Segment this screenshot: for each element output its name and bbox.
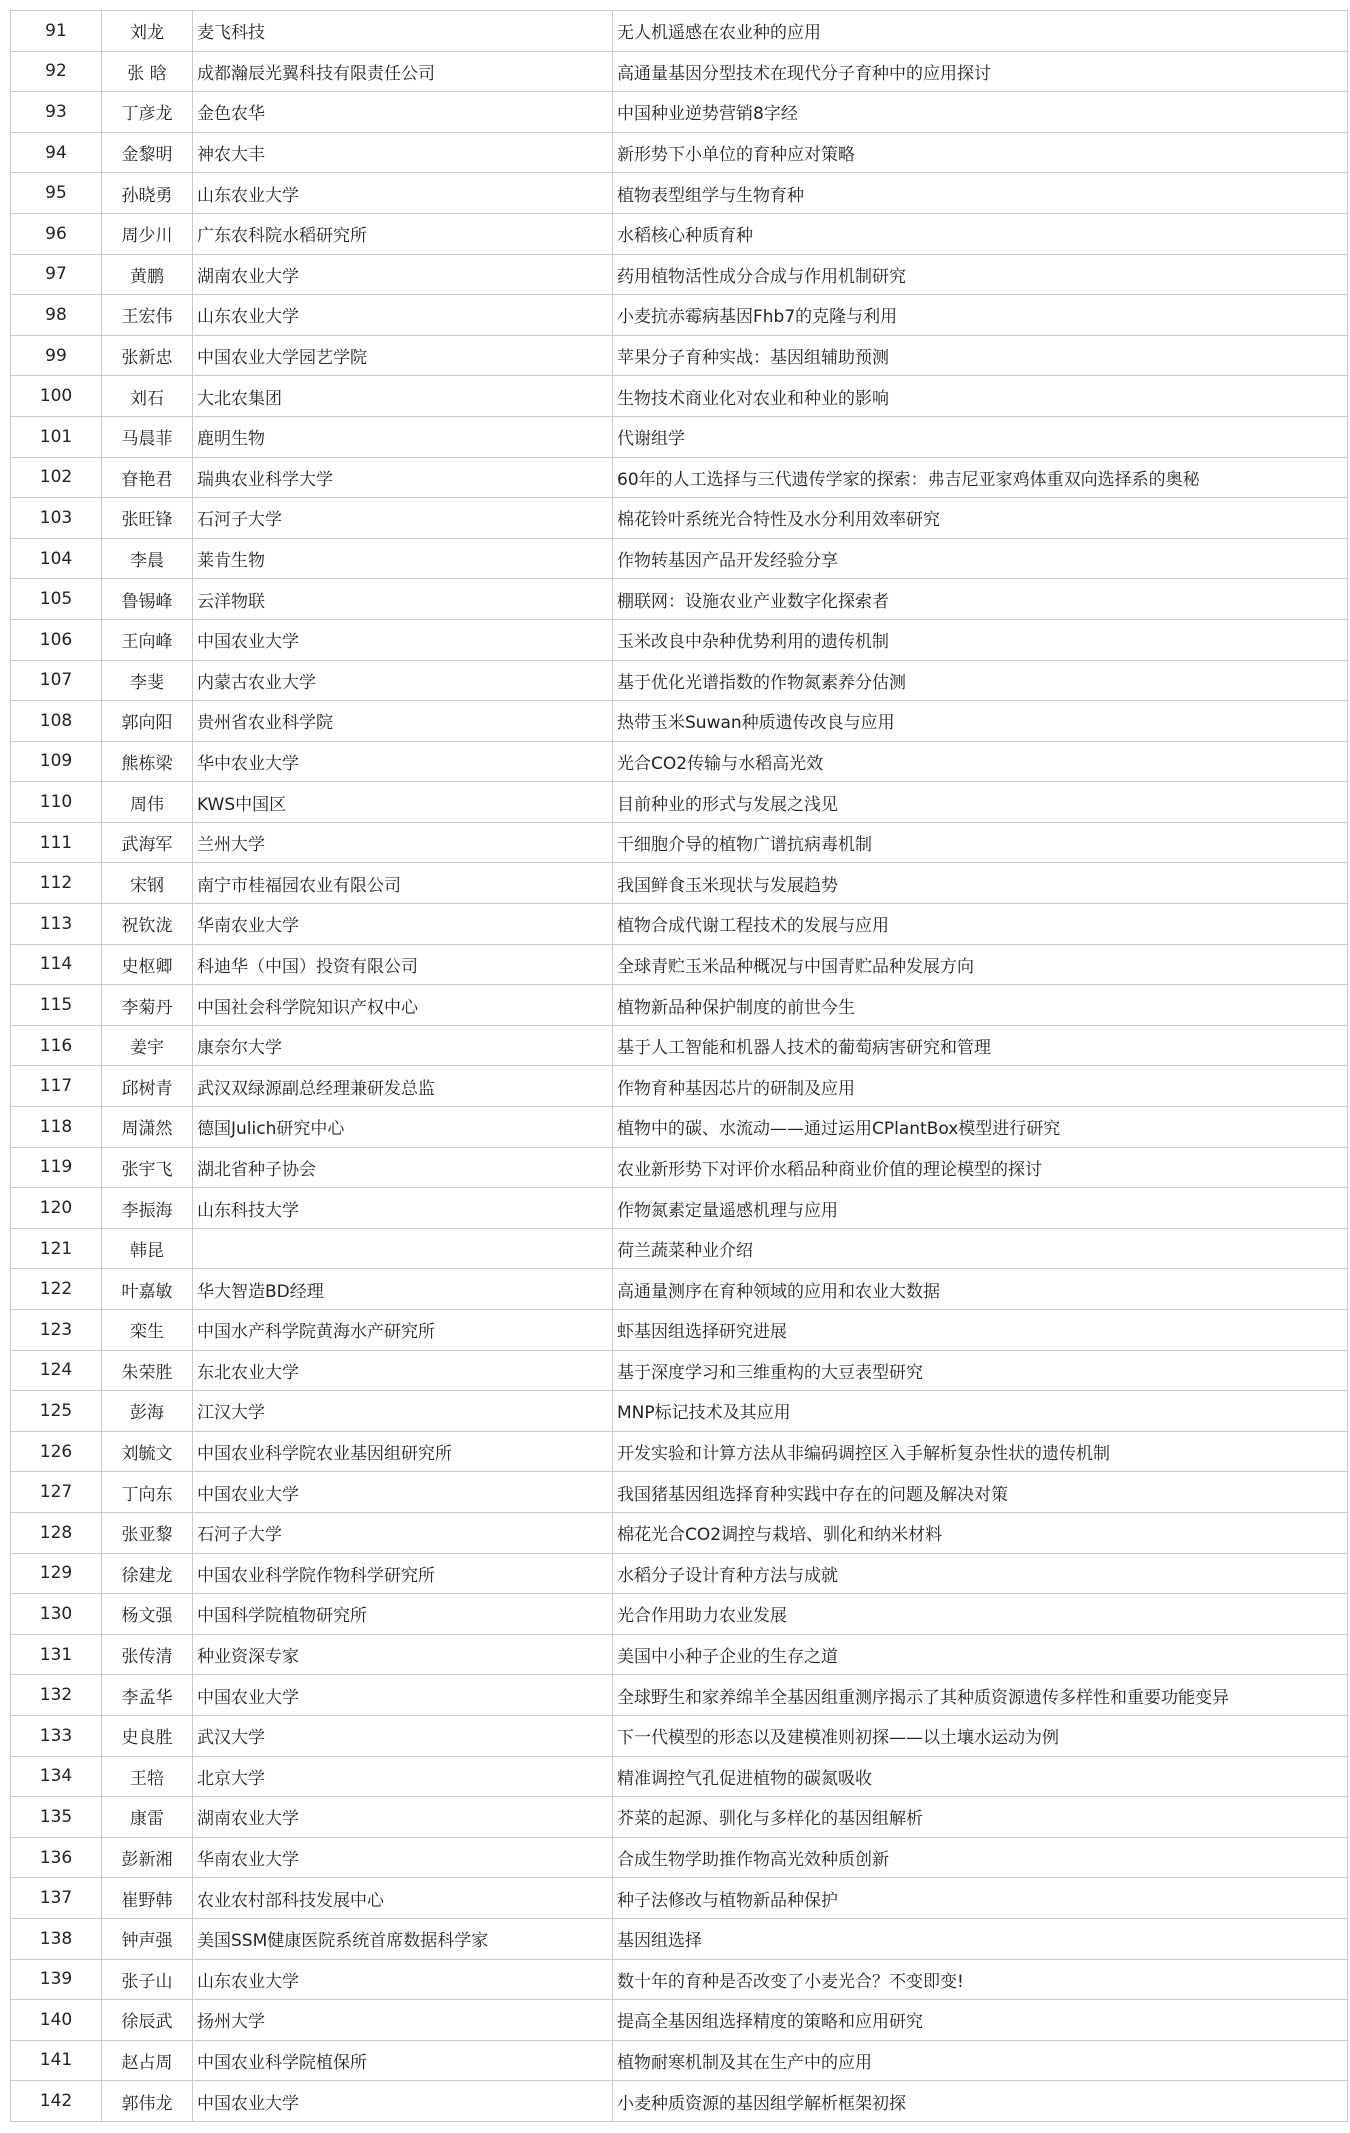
cell-speaker-name: 李晨 [102, 538, 193, 579]
cell-talk-topic: 基于人工智能和机器人技术的葡萄病害研究和管理 [613, 1025, 1348, 1066]
cell-number: 133 [11, 1715, 102, 1756]
table-row [11, 11, 1348, 52]
cell-number: 120 [11, 1188, 102, 1229]
cell-talk-topic: 药用植物活性成分合成与作用机制研究 [613, 254, 1348, 295]
cell-talk-topic: 热带玉米Suwan种质遗传改良与应用 [613, 701, 1348, 742]
cell-speaker-name: 丁彦龙 [102, 92, 193, 133]
cell-number: 92 [11, 51, 102, 92]
cell-number: 96 [11, 213, 102, 254]
cell-speaker-name: 史枢卿 [102, 944, 193, 985]
cell-speaker-name: 周潇然 [102, 1107, 193, 1148]
cell-speaker-name: 朱荣胜 [102, 1350, 193, 1391]
cell-organization: 金色农华 [193, 92, 613, 133]
cell-number: 128 [11, 1512, 102, 1553]
cell-speaker-name: 李振海 [102, 1188, 193, 1229]
cell-talk-topic: 植物合成代谢工程技术的发展与应用 [613, 904, 1348, 945]
cell-speaker-name: 姜宇 [102, 1025, 193, 1066]
cell-organization: 江汉大学 [193, 1391, 613, 1432]
cell-talk-topic: 光合CO2传输与水稻高光效 [613, 741, 1348, 782]
cell-number: 108 [11, 701, 102, 742]
cell-speaker-name: 李斐 [102, 660, 193, 701]
table-row [11, 944, 1348, 985]
table-row [11, 2000, 1348, 2041]
cell-organization: 麦飞科技 [193, 11, 613, 52]
cell-number: 131 [11, 1634, 102, 1675]
table-row [11, 660, 1348, 701]
table-row [11, 416, 1348, 457]
cell-speaker-name: 张亚黎 [102, 1512, 193, 1553]
table-row [11, 863, 1348, 904]
cell-number: 104 [11, 538, 102, 579]
table-row [11, 1107, 1348, 1148]
table-row [11, 1188, 1348, 1229]
cell-speaker-name: 崔野韩 [102, 1878, 193, 1919]
cell-number: 93 [11, 92, 102, 133]
cell-number: 110 [11, 782, 102, 823]
cell-organization: 南宁市桂福园农业有限公司 [193, 863, 613, 904]
cell-talk-topic: 全球野生和家养绵羊全基因组重测序揭示了其种质资源遗传多样性和重要功能变异 [613, 1675, 1348, 1716]
cell-number: 91 [11, 11, 102, 52]
cell-number: 98 [11, 295, 102, 336]
table-row [11, 1431, 1348, 1472]
table-row [11, 701, 1348, 742]
cell-speaker-name: 李菊丹 [102, 985, 193, 1026]
cell-speaker-name: 钟声强 [102, 1918, 193, 1959]
cell-number: 139 [11, 1959, 102, 2000]
document-page [10, 10, 1348, 2122]
table-row [11, 1269, 1348, 1310]
cell-number: 132 [11, 1675, 102, 1716]
cell-organization: 兰州大学 [193, 822, 613, 863]
cell-organization: 中国农业科学院植保所 [193, 2040, 613, 2081]
cell-number: 122 [11, 1269, 102, 1310]
cell-number: 129 [11, 1553, 102, 1594]
table-row [11, 254, 1348, 295]
cell-number: 124 [11, 1350, 102, 1391]
cell-speaker-name: 张子山 [102, 1959, 193, 2000]
cell-number: 141 [11, 2040, 102, 2081]
cell-organization: 北京大学 [193, 1756, 613, 1797]
speaker-table [10, 10, 1348, 2122]
cell-talk-topic: 全球青贮玉米品种概况与中国青贮品种发展方向 [613, 944, 1348, 985]
cell-organization: 美国SSM健康医院系统首席数据科学家 [193, 1918, 613, 1959]
cell-talk-topic: 虾基因组选择研究进展 [613, 1310, 1348, 1351]
cell-number: 140 [11, 2000, 102, 2041]
cell-number: 101 [11, 416, 102, 457]
cell-talk-topic: 植物耐寒机制及其在生产中的应用 [613, 2040, 1348, 2081]
cell-speaker-name: 叶嘉敏 [102, 1269, 193, 1310]
table-row [11, 1350, 1348, 1391]
cell-talk-topic: 提高全基因组选择精度的策略和应用研究 [613, 2000, 1348, 2041]
cell-organization [193, 1228, 613, 1269]
cell-talk-topic: 荷兰蔬菜种业介绍 [613, 1228, 1348, 1269]
cell-talk-topic: 新形势下小单位的育种应对策略 [613, 132, 1348, 173]
cell-talk-topic: 代谢组学 [613, 416, 1348, 457]
cell-number: 126 [11, 1431, 102, 1472]
cell-talk-topic: MNP标记技术及其应用 [613, 1391, 1348, 1432]
cell-organization: 中国农业科学院作物科学研究所 [193, 1553, 613, 1594]
table-row [11, 1512, 1348, 1553]
cell-talk-topic: 植物中的碳、水流动——通过运用CPlantBox模型进行研究 [613, 1107, 1348, 1148]
speaker-table-body [11, 11, 1348, 2122]
cell-talk-topic: 作物氮素定量遥感机理与应用 [613, 1188, 1348, 1229]
cell-speaker-name: 丁向东 [102, 1472, 193, 1513]
table-row [11, 132, 1348, 173]
cell-organization: 中国农业大学 [193, 2081, 613, 2122]
cell-talk-topic: 玉米改良中杂种优势利用的遗传机制 [613, 619, 1348, 660]
cell-number: 112 [11, 863, 102, 904]
cell-organization: 莱肯生物 [193, 538, 613, 579]
table-row [11, 376, 1348, 417]
cell-speaker-name: 马晨菲 [102, 416, 193, 457]
table-row [11, 1391, 1348, 1432]
table-row [11, 92, 1348, 133]
cell-speaker-name: 武海军 [102, 822, 193, 863]
cell-number: 100 [11, 376, 102, 417]
table-row [11, 498, 1348, 539]
cell-organization: 中国社会科学院知识产权中心 [193, 985, 613, 1026]
cell-organization: 瑞典农业科学大学 [193, 457, 613, 498]
cell-talk-topic: 苹果分子育种实战：基因组辅助预测 [613, 335, 1348, 376]
table-row [11, 1918, 1348, 1959]
cell-number: 113 [11, 904, 102, 945]
cell-number: 130 [11, 1594, 102, 1635]
cell-talk-topic: 无人机遥感在农业种的应用 [613, 11, 1348, 52]
cell-organization: 石河子大学 [193, 498, 613, 539]
cell-talk-topic: 小麦抗赤霉病基因Fhb7的克隆与利用 [613, 295, 1348, 336]
table-row [11, 1837, 1348, 1878]
table-row [11, 904, 1348, 945]
cell-speaker-name: 王向峰 [102, 619, 193, 660]
cell-number: 109 [11, 741, 102, 782]
cell-talk-topic: 基于深度学习和三维重构的大豆表型研究 [613, 1350, 1348, 1391]
table-row [11, 51, 1348, 92]
cell-number: 95 [11, 173, 102, 214]
cell-organization: 中国农业大学 [193, 1472, 613, 1513]
table-row [11, 213, 1348, 254]
cell-organization: 东北农业大学 [193, 1350, 613, 1391]
table-row [11, 1066, 1348, 1107]
table-row [11, 295, 1348, 336]
table-row [11, 2081, 1348, 2122]
cell-speaker-name: 王宏伟 [102, 295, 193, 336]
cell-organization: 康奈尔大学 [193, 1025, 613, 1066]
cell-number: 94 [11, 132, 102, 173]
cell-number: 127 [11, 1472, 102, 1513]
cell-organization: 种业资深专家 [193, 1634, 613, 1675]
cell-organization: 大北农集团 [193, 376, 613, 417]
cell-number: 125 [11, 1391, 102, 1432]
cell-organization: 扬州大学 [193, 2000, 613, 2041]
table-row [11, 741, 1348, 782]
cell-talk-topic: 光合作用助力农业发展 [613, 1594, 1348, 1635]
cell-talk-topic: 水稻分子设计育种方法与成就 [613, 1553, 1348, 1594]
table-row [11, 1715, 1348, 1756]
cell-talk-topic: 目前种业的形式与发展之浅见 [613, 782, 1348, 823]
cell-talk-topic: 美国中小种子企业的生存之道 [613, 1634, 1348, 1675]
cell-talk-topic: 棉花铃叶系统光合特性及水分利用效率研究 [613, 498, 1348, 539]
table-row [11, 1594, 1348, 1635]
cell-speaker-name: 刘石 [102, 376, 193, 417]
cell-speaker-name: 眘艳君 [102, 457, 193, 498]
cell-talk-topic: 合成生物学助推作物高光效种质创新 [613, 1837, 1348, 1878]
table-row [11, 1025, 1348, 1066]
cell-talk-topic: 芥菜的起源、驯化与多样化的基因组解析 [613, 1797, 1348, 1838]
cell-talk-topic: 中国种业逆势营销8字经 [613, 92, 1348, 133]
cell-organization: 内蒙古农业大学 [193, 660, 613, 701]
cell-talk-topic: 生物技术商业化对农业和种业的影响 [613, 376, 1348, 417]
table-row [11, 1675, 1348, 1716]
cell-talk-topic: 数十年的育种是否改变了小麦光合？不变即变! [613, 1959, 1348, 2000]
cell-talk-topic: 高通量基因分型技术在现代分子育种中的应用探讨 [613, 51, 1348, 92]
cell-number: 118 [11, 1107, 102, 1148]
cell-speaker-name: 刘龙 [102, 11, 193, 52]
cell-number: 107 [11, 660, 102, 701]
cell-speaker-name: 李孟华 [102, 1675, 193, 1716]
cell-organization: 中国水产科学院黄海水产研究所 [193, 1310, 613, 1351]
cell-speaker-name: 金黎明 [102, 132, 193, 173]
cell-speaker-name: 赵占周 [102, 2040, 193, 2081]
table-row [11, 538, 1348, 579]
cell-number: 138 [11, 1918, 102, 1959]
cell-number: 136 [11, 1837, 102, 1878]
cell-speaker-name: 康雷 [102, 1797, 193, 1838]
cell-organization: 湖南农业大学 [193, 254, 613, 295]
cell-number: 116 [11, 1025, 102, 1066]
cell-speaker-name: 周伟 [102, 782, 193, 823]
cell-number: 97 [11, 254, 102, 295]
table-row [11, 1634, 1348, 1675]
cell-talk-topic: 我国鲜食玉米现状与发展趋势 [613, 863, 1348, 904]
table-row [11, 173, 1348, 214]
cell-speaker-name: 王犃 [102, 1756, 193, 1797]
cell-speaker-name: 张 晗 [102, 51, 193, 92]
cell-organization: 科迪华（中国）投资有限公司 [193, 944, 613, 985]
cell-talk-topic: 开发实验和计算方法从非编码调控区入手解析复杂性状的遗传机制 [613, 1431, 1348, 1472]
cell-speaker-name: 彭新湘 [102, 1837, 193, 1878]
cell-speaker-name: 徐建龙 [102, 1553, 193, 1594]
cell-speaker-name: 鲁锡峰 [102, 579, 193, 620]
cell-organization: 广东农科院水稻研究所 [193, 213, 613, 254]
table-row [11, 457, 1348, 498]
cell-organization: 山东科技大学 [193, 1188, 613, 1229]
table-row [11, 335, 1348, 376]
cell-talk-topic: 干细胞介导的植物广谱抗病毒机制 [613, 822, 1348, 863]
cell-organization: 华中农业大学 [193, 741, 613, 782]
cell-number: 119 [11, 1147, 102, 1188]
cell-number: 106 [11, 619, 102, 660]
cell-organization: 中国农业科学院农业基因组研究所 [193, 1431, 613, 1472]
table-row [11, 1797, 1348, 1838]
cell-number: 135 [11, 1797, 102, 1838]
cell-number: 134 [11, 1756, 102, 1797]
cell-speaker-name: 郭向阳 [102, 701, 193, 742]
cell-talk-topic: 基因组选择 [613, 1918, 1348, 1959]
cell-speaker-name: 张传清 [102, 1634, 193, 1675]
table-row [11, 1553, 1348, 1594]
cell-speaker-name: 张新忠 [102, 335, 193, 376]
cell-talk-topic: 种子法修改与植物新品种保护 [613, 1878, 1348, 1919]
cell-organization: 中国农业大学 [193, 619, 613, 660]
cell-number: 102 [11, 457, 102, 498]
cell-organization: 山东农业大学 [193, 1959, 613, 2000]
cell-speaker-name: 栾生 [102, 1310, 193, 1351]
cell-talk-topic: 水稻核心种质育种 [613, 213, 1348, 254]
cell-speaker-name: 彭海 [102, 1391, 193, 1432]
cell-organization: 神农大丰 [193, 132, 613, 173]
table-row [11, 985, 1348, 1026]
cell-talk-topic: 植物新品种保护制度的前世今生 [613, 985, 1348, 1026]
cell-speaker-name: 张旺锋 [102, 498, 193, 539]
cell-talk-topic: 60年的人工选择与三代遗传学家的探索：弗吉尼亚家鸡体重双向选择系的奥秘 [613, 457, 1348, 498]
cell-talk-topic: 作物转基因产品开发经验分享 [613, 538, 1348, 579]
cell-organization: KWS中国区 [193, 782, 613, 823]
cell-speaker-name: 宋钢 [102, 863, 193, 904]
cell-organization: 德国Julich研究中心 [193, 1107, 613, 1148]
cell-organization: 山东农业大学 [193, 173, 613, 214]
cell-speaker-name: 韩昆 [102, 1228, 193, 1269]
cell-speaker-name: 杨文强 [102, 1594, 193, 1635]
cell-number: 121 [11, 1228, 102, 1269]
cell-organization: 农业农村部科技发展中心 [193, 1878, 613, 1919]
cell-speaker-name: 徐辰武 [102, 2000, 193, 2041]
cell-speaker-name: 刘毓文 [102, 1431, 193, 1472]
cell-organization: 中国农业大学园艺学院 [193, 335, 613, 376]
table-row [11, 1310, 1348, 1351]
table-row [11, 822, 1348, 863]
cell-organization: 华南农业大学 [193, 1837, 613, 1878]
cell-speaker-name: 周少川 [102, 213, 193, 254]
table-row [11, 579, 1348, 620]
cell-speaker-name: 祝钦泷 [102, 904, 193, 945]
table-row [11, 1472, 1348, 1513]
cell-talk-topic: 植物表型组学与生物育种 [613, 173, 1348, 214]
cell-speaker-name: 黄鹏 [102, 254, 193, 295]
cell-organization: 武汉大学 [193, 1715, 613, 1756]
cell-number: 114 [11, 944, 102, 985]
table-row [11, 782, 1348, 823]
cell-organization: 湖北省种子协会 [193, 1147, 613, 1188]
table-row [11, 1878, 1348, 1919]
cell-speaker-name: 张宇飞 [102, 1147, 193, 1188]
cell-organization: 华大智造BD经理 [193, 1269, 613, 1310]
cell-organization: 中国科学院植物研究所 [193, 1594, 613, 1635]
cell-speaker-name: 孙晓勇 [102, 173, 193, 214]
cell-number: 123 [11, 1310, 102, 1351]
cell-organization: 中国农业大学 [193, 1675, 613, 1716]
cell-number: 105 [11, 579, 102, 620]
cell-talk-topic: 我国猪基因组选择育种实践中存在的问题及解决对策 [613, 1472, 1348, 1513]
cell-talk-topic: 下一代模型的形态以及建模准则初探——以土壤水运动为例 [613, 1715, 1348, 1756]
cell-talk-topic: 高通量测序在育种领域的应用和农业大数据 [613, 1269, 1348, 1310]
cell-talk-topic: 基于优化光谱指数的作物氮素养分估测 [613, 660, 1348, 701]
cell-number: 111 [11, 822, 102, 863]
cell-speaker-name: 郭伟龙 [102, 2081, 193, 2122]
cell-organization: 鹿明生物 [193, 416, 613, 457]
cell-talk-topic: 作物育种基因芯片的研制及应用 [613, 1066, 1348, 1107]
table-row [11, 1756, 1348, 1797]
cell-talk-topic: 棉花光合CO2调控与栽培、驯化和纳米材料 [613, 1512, 1348, 1553]
cell-organization: 华南农业大学 [193, 904, 613, 945]
cell-number: 103 [11, 498, 102, 539]
table-row [11, 1228, 1348, 1269]
table-row [11, 1147, 1348, 1188]
table-row [11, 619, 1348, 660]
cell-talk-topic: 农业新形势下对评价水稻品种商业价值的理论模型的探讨 [613, 1147, 1348, 1188]
cell-organization: 贵州省农业科学院 [193, 701, 613, 742]
cell-number: 115 [11, 985, 102, 1026]
cell-organization: 武汉双绿源副总经理兼研发总监 [193, 1066, 613, 1107]
cell-organization: 山东农业大学 [193, 295, 613, 336]
cell-speaker-name: 史良胜 [102, 1715, 193, 1756]
cell-number: 137 [11, 1878, 102, 1919]
cell-talk-topic: 棚联网：设施农业产业数字化探索者 [613, 579, 1348, 620]
cell-number: 142 [11, 2081, 102, 2122]
cell-organization: 石河子大学 [193, 1512, 613, 1553]
cell-number: 117 [11, 1066, 102, 1107]
table-row [11, 1959, 1348, 2000]
cell-speaker-name: 熊栋梁 [102, 741, 193, 782]
cell-number: 99 [11, 335, 102, 376]
cell-organization: 成都瀚辰光翼科技有限责任公司 [193, 51, 613, 92]
cell-speaker-name: 邱树青 [102, 1066, 193, 1107]
cell-talk-topic: 精准调控气孔促进植物的碳氮吸收 [613, 1756, 1348, 1797]
cell-organization: 云洋物联 [193, 579, 613, 620]
cell-talk-topic: 小麦种质资源的基因组学解析框架初探 [613, 2081, 1348, 2122]
cell-organization: 湖南农业大学 [193, 1797, 613, 1838]
table-row [11, 2040, 1348, 2081]
